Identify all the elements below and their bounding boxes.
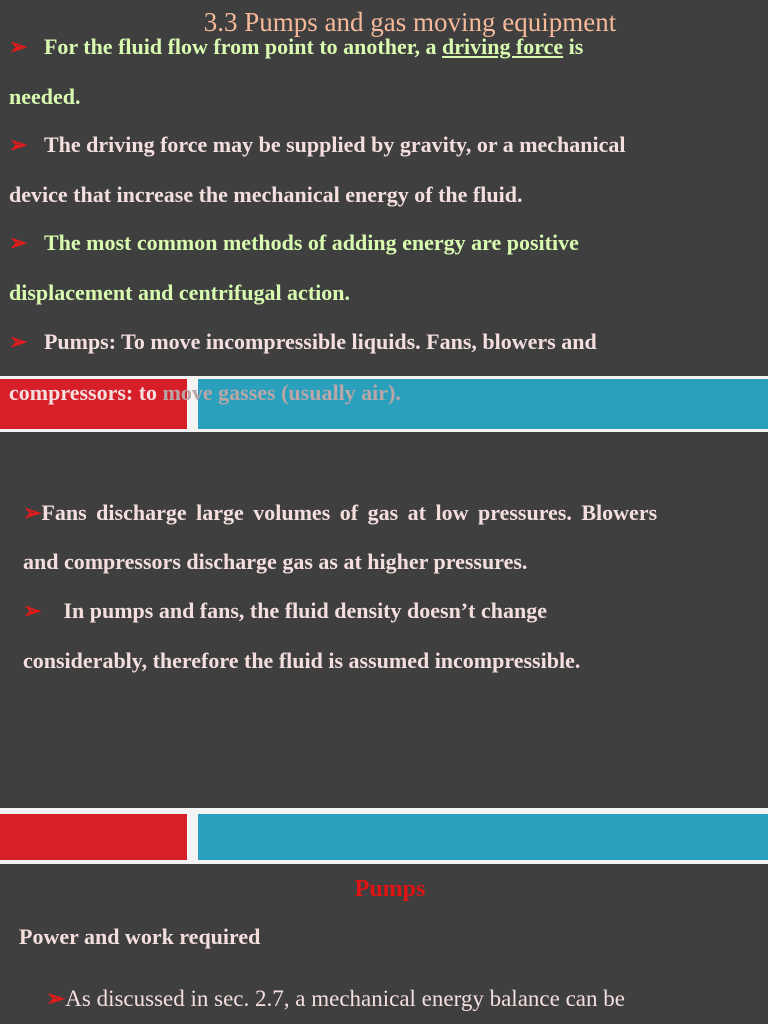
slide3-bullet-1: ➢As discussed in sec. 2.7, a mechanical energy balance can be [46, 986, 625, 1011]
slide-3 [0, 864, 768, 1024]
blue-band-block [198, 379, 768, 429]
divider-band-2 [0, 808, 768, 864]
slide-2 [0, 432, 768, 808]
pumps-heading: Pumps [354, 876, 426, 902]
blue-band-block [198, 814, 768, 860]
bullet-1-line-1: ➢ For the fluid flow from point to another, a driving force is [9, 34, 584, 59]
bullet-4-line-2: compressors: to move gasses (usually air). [9, 380, 401, 405]
slide2-bullet-1-line-2: and compressors discharge gas as at higher pressures. [23, 549, 528, 574]
bullet-2-line-1: ➢ The driving force may be supplied by gravity, or a mechanical [9, 132, 626, 157]
slide-1 [0, 0, 768, 376]
slide2-bullet-2-line-1: ➢ In pumps and fans, the fluid density doesn’t change [23, 598, 547, 623]
arrow-bullet-icon: ➢ [46, 986, 66, 1011]
arrow-bullet-icon: ➢ [9, 329, 28, 354]
arrow-bullet-icon: ➢ [9, 132, 28, 157]
slide2-bullet-1-line-1: ➢Fans discharge large volumes of gas at low pressures. Blowers [23, 500, 658, 525]
bullet-3-line-2: displacement and centrifugal action. [9, 280, 350, 305]
power-work-subtitle: Power and work required [19, 924, 261, 949]
bullet-1-line-2: needed. [9, 84, 81, 109]
driving-force-term: driving force [441, 34, 564, 59]
arrow-bullet-icon: ➢ [9, 34, 28, 59]
red-band-block [0, 814, 187, 860]
slide2-bullet-2-line-2: considerably, therefore the fluid is assumed incompressible. [23, 648, 581, 673]
bullet-2-line-2: device that increase the mechanical energy of the fluid. [9, 182, 523, 207]
arrow-bullet-icon: ➢ [23, 500, 42, 525]
arrow-bullet-icon: ➢ [23, 598, 42, 623]
slide-title: 3.3 Pumps and gas moving equipment [203, 7, 617, 37]
arrow-bullet-icon: ➢ [9, 230, 28, 255]
red-band-block [0, 379, 187, 429]
bullet-4-line-1: ➢ Pumps: To move incompressible liquids. Fans, blowers and [9, 329, 597, 354]
bullet-3-line-1: ➢ The most common methods of adding energy are positive [9, 230, 579, 255]
divider-band-1 [0, 376, 768, 432]
